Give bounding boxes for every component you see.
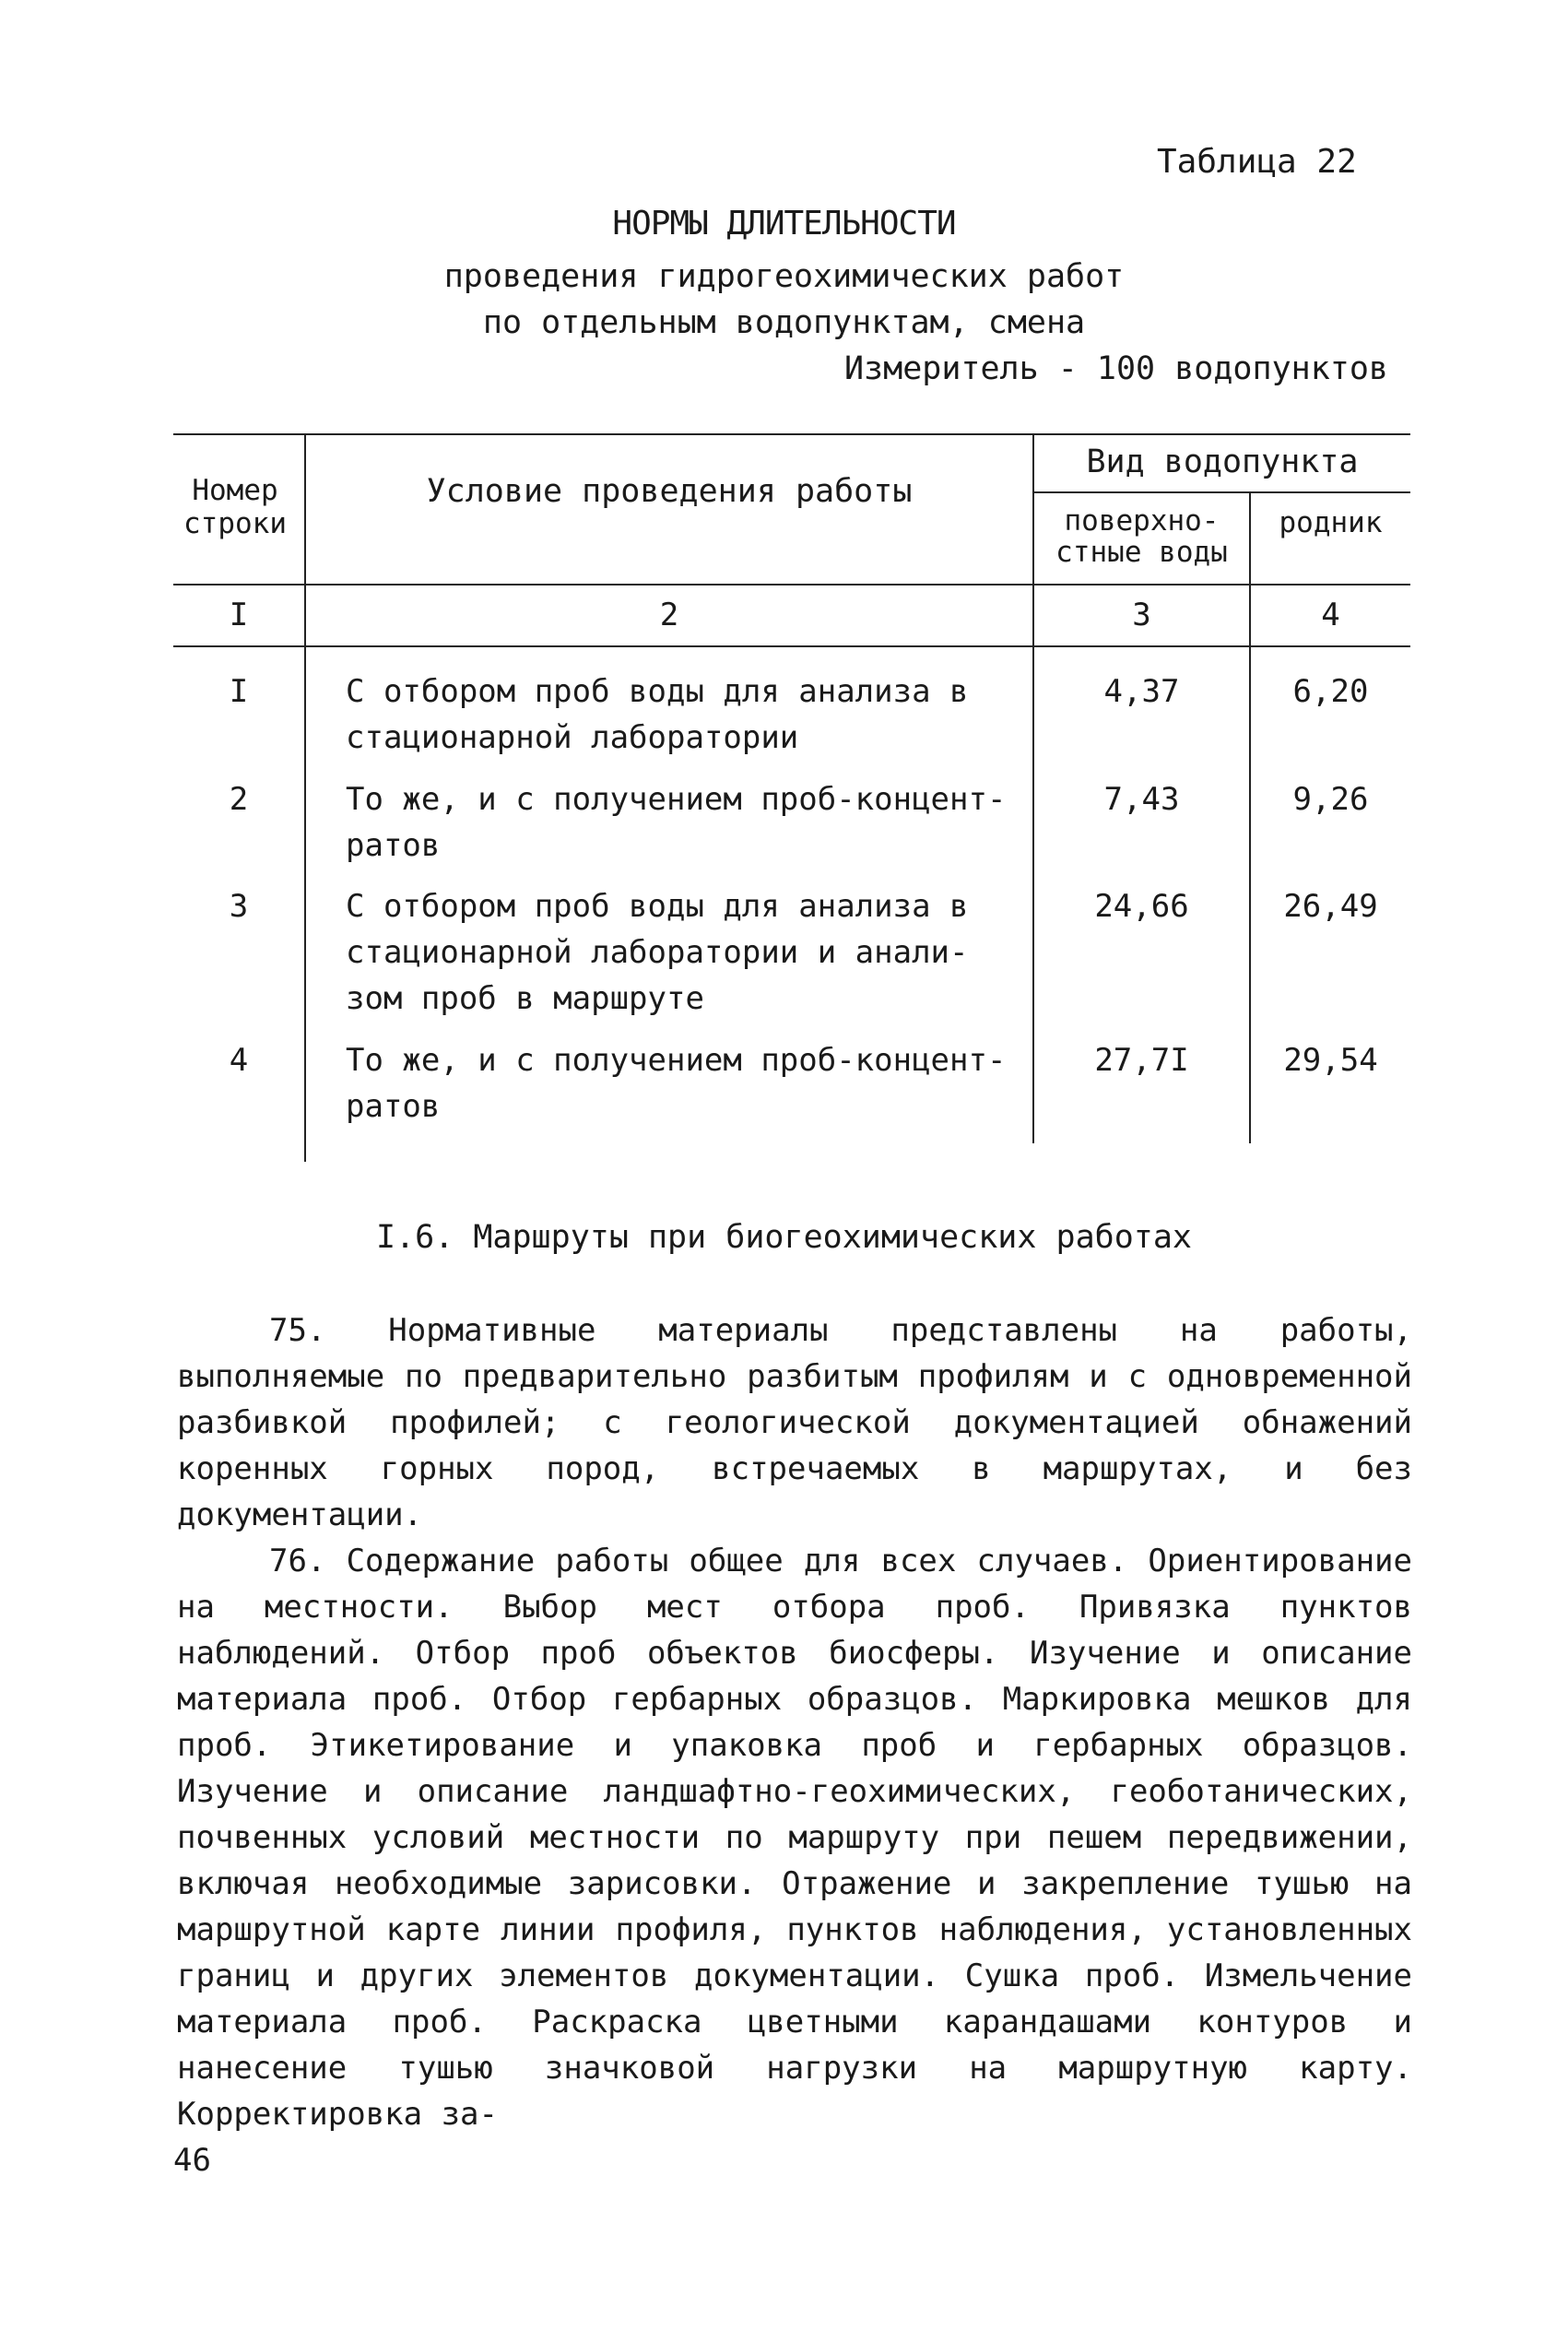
row-1-condition-line2: стационарной лаборатории (346, 719, 799, 756)
row-4-number: 4 (229, 1042, 249, 1079)
group-header-rule (1032, 491, 1410, 493)
row-2-spring: 9,26 (1292, 781, 1369, 818)
row-2-condition-line1: То же, и с получением проб-концент- (346, 781, 1007, 818)
row-2-number: 2 (229, 781, 249, 818)
section-title: I.6. Маршруты при биогеохимических работах (375, 1219, 1192, 1256)
header-bottom-rule (173, 584, 1410, 585)
col-number-2: 2 (659, 597, 679, 633)
header-surface-water (1034, 505, 1249, 568)
col-divider-1 (304, 433, 306, 1162)
header-condition: Условие проведения работы (426, 473, 913, 510)
row-1-condition-line1: С отбором проб воды для анализа в (346, 673, 969, 710)
table-label: Таблица 22 (1157, 143, 1357, 181)
row-4-condition (346, 1037, 1028, 1130)
table-subtitle-line2: по отдельным водопунктам, смена (482, 304, 1086, 341)
col-number-1: I (229, 597, 249, 633)
table-subtitle-line1: проведения гидрогеохимических работ (443, 258, 1125, 295)
row-2-condition (346, 776, 1028, 869)
row-3-condition-line3: зом проб в маршруте (346, 980, 704, 1017)
row-1-number: I (229, 673, 249, 710)
paragraph-75: 75. Нормативные материалы представлены на работы, выполняемые по предварительно разбитым профилям и с одновременной разбивкой профилей; с геологической документацией обнажений коренных горных пород, встречаемых в маршрутах, и без документации. (177, 1312, 1412, 1533)
row-3-condition-line1: С отбором проб воды для анализа в (346, 888, 969, 925)
header-water-point-type: Вид водопункта (1086, 444, 1359, 480)
body-text (177, 1307, 1412, 2137)
row-2-surface: 7,43 (1103, 781, 1180, 818)
header-surface-water-line2: стные воды (1055, 536, 1228, 569)
row-1-surface: 4,37 (1103, 673, 1180, 710)
row-4-condition-line1: То же, и с получением проб-концент- (346, 1042, 1007, 1079)
row-4-spring: 29,54 (1283, 1042, 1378, 1079)
paragraph-76: 76. Содержание работы общее для всех случаев. Ориентирование на местности. Выбор мест отбора проб. Привязка пунктов наблюдений. Отбор проб объектов биосферы. Изучение и описание материала проб. Отбор гербарных образцов. Маркировка мешков для проб. Этикетирование и упаковка проб и гербарных образцов. Изучение и описание ландшафтно-геохимических, геоботанических, почвенных условий местности по маршруту при пешем передвижении, включая необходимые зарисовки. Отражение и закрепление тушью на маршрутной карте линии профиля, пунктов наблюдения, установленных границ и других элементов документации. Сушка проб. Измельчение материала проб. Раскраска цветными карандашами контуров и нанесение тушью значковой нагрузки на маршрутную карту. Корректировка за- (177, 1543, 1412, 2133)
col-number-3: 3 (1132, 597, 1151, 633)
row-1-condition (346, 668, 1028, 761)
row-3-number: 3 (229, 888, 249, 925)
col-number-4: 4 (1321, 597, 1340, 633)
row-3-condition (346, 883, 1028, 1022)
row-3-surface: 24,66 (1094, 888, 1189, 925)
table-top-rule (173, 433, 1410, 435)
row-3-condition-line2: стационарной лаборатории и анали- (346, 934, 969, 971)
row-2-condition-line2: ратов (346, 827, 441, 864)
row-3-spring: 26,49 (1283, 888, 1378, 925)
page-number: 46 (173, 2142, 211, 2179)
header-row-number (166, 474, 304, 540)
header-row-number-line1: Номер (192, 474, 278, 507)
row-1-spring: 6,20 (1292, 673, 1369, 710)
measure-unit: Измеритель - 100 водопунктов (843, 350, 1388, 387)
row-4-surface: 27,7I (1094, 1042, 1189, 1079)
header-spring: родник (1279, 506, 1383, 539)
row-4-condition-line2: ратов (346, 1088, 441, 1125)
header-row-number-line2: строки (183, 507, 287, 540)
header-surface-water-line1: поверхно- (1064, 504, 1220, 538)
col-numbers-rule (173, 645, 1410, 647)
table-title: НОРМЫ ДЛИТЕЛЬНОСТИ (612, 205, 956, 242)
